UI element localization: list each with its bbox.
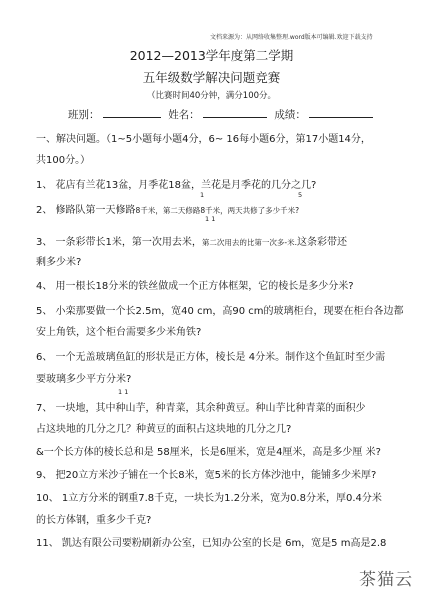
- watermark-logo: 茶猫云: [359, 570, 413, 590]
- title-year: 2012—2013学年度第二学期: [129, 48, 294, 63]
- question-1: 1、 花店有兰花13盆，月季花18盆，兰花是月季花的几分之几?: [36, 180, 317, 191]
- class-label: 班别：: [68, 109, 100, 121]
- question-5-line1: 5、 小栾那要做一个长2.5m，宽40 cm，高90 cm的玻璃柜台，现要在柜台各边都: [36, 306, 404, 317]
- score-label: 成绩：: [274, 109, 306, 121]
- header-note: 文档来源为：从网络收集整理.word版本可编辑.欢迎下载支持: [210, 34, 373, 41]
- question-11: 11、 凯达有限公司要粉刷新办公室，已知办公室的长是 6m，宽是5 m高是2.8: [36, 538, 387, 549]
- class-blank[interactable]: [103, 107, 161, 118]
- question-10-line1: 10、 1立方分米的钢重7.8千克，一块长为1.2分米，宽为0.8分米，厚0.4分米: [36, 493, 382, 504]
- question-7-line2: 占这块地的几分之几？种黄豆的面积占这块地的几分之几?: [36, 424, 292, 435]
- name-blank[interactable]: [203, 107, 267, 118]
- question-10-line2: 的长方体钢，重多少千克?: [36, 515, 152, 526]
- title-time-note: （比赛时间40分钟，满分100分。: [146, 91, 277, 101]
- name-label: 姓名：: [168, 109, 200, 121]
- score-blank[interactable]: [309, 107, 373, 118]
- section-heading-line1: 一、解决问题。（1~5小题每小题4分，6~ 16每小题6分，第17小题14分，: [36, 134, 371, 145]
- question-8: &一个长方体的棱长总和是 58厘米，长是6厘米，宽是4厘米，高是多少厘 米?: [36, 447, 381, 458]
- question-3-detail: 第二次用去的比第一次多-米.: [201, 238, 297, 247]
- question-3-main: 3、 一条彩带长1米，第一次用去米，: [36, 237, 202, 248]
- fraction-marks-7: 1 1: [118, 388, 129, 396]
- question-2: [36, 201, 299, 216]
- question-2-main: 2、 修路队第一天修路: [36, 205, 136, 216]
- student-info-row: [68, 107, 373, 122]
- question-3-line2: 剩多少米?: [36, 257, 82, 268]
- fraction-numerator-5: 5: [298, 191, 303, 199]
- title-contest: 五年级数学解决问题竞赛: [142, 70, 281, 85]
- question-4: 4、 用一根长18分米的铁丝做成一个正方体框架，它的棱长是多少分米?: [36, 281, 354, 292]
- fraction-numerator-1: 1: [200, 191, 205, 199]
- fraction-marks-3: 1 1: [205, 215, 216, 223]
- question-5-line2: 安上角铁，这个柜台需要多少米角铁?: [36, 327, 202, 338]
- question-2-detail: 8千米，第二天修路8千米，两天共修了多少千米?: [135, 206, 300, 215]
- question-3-tail: 这条彩带还: [297, 237, 347, 248]
- section-heading-line2: 共100分。）: [36, 155, 91, 166]
- question-3: [36, 233, 347, 248]
- question-6-line2: 要玻璃多少平方分米?: [36, 374, 132, 385]
- question-7-line1: 7、 一块地，其中种山芋，种青菜，其余种黄豆。种山芋比种青菜的面积少: [36, 403, 366, 414]
- question-9: 9、 把20立方米沙子铺在一个长8米，宽5米的长方体沙池中，能铺多少米厚?: [36, 470, 377, 481]
- question-6-line1: 6、 一个无盖玻璃鱼缸的形状是正方体，棱长是 4分米。制作这个鱼缸时至少需: [36, 352, 386, 363]
